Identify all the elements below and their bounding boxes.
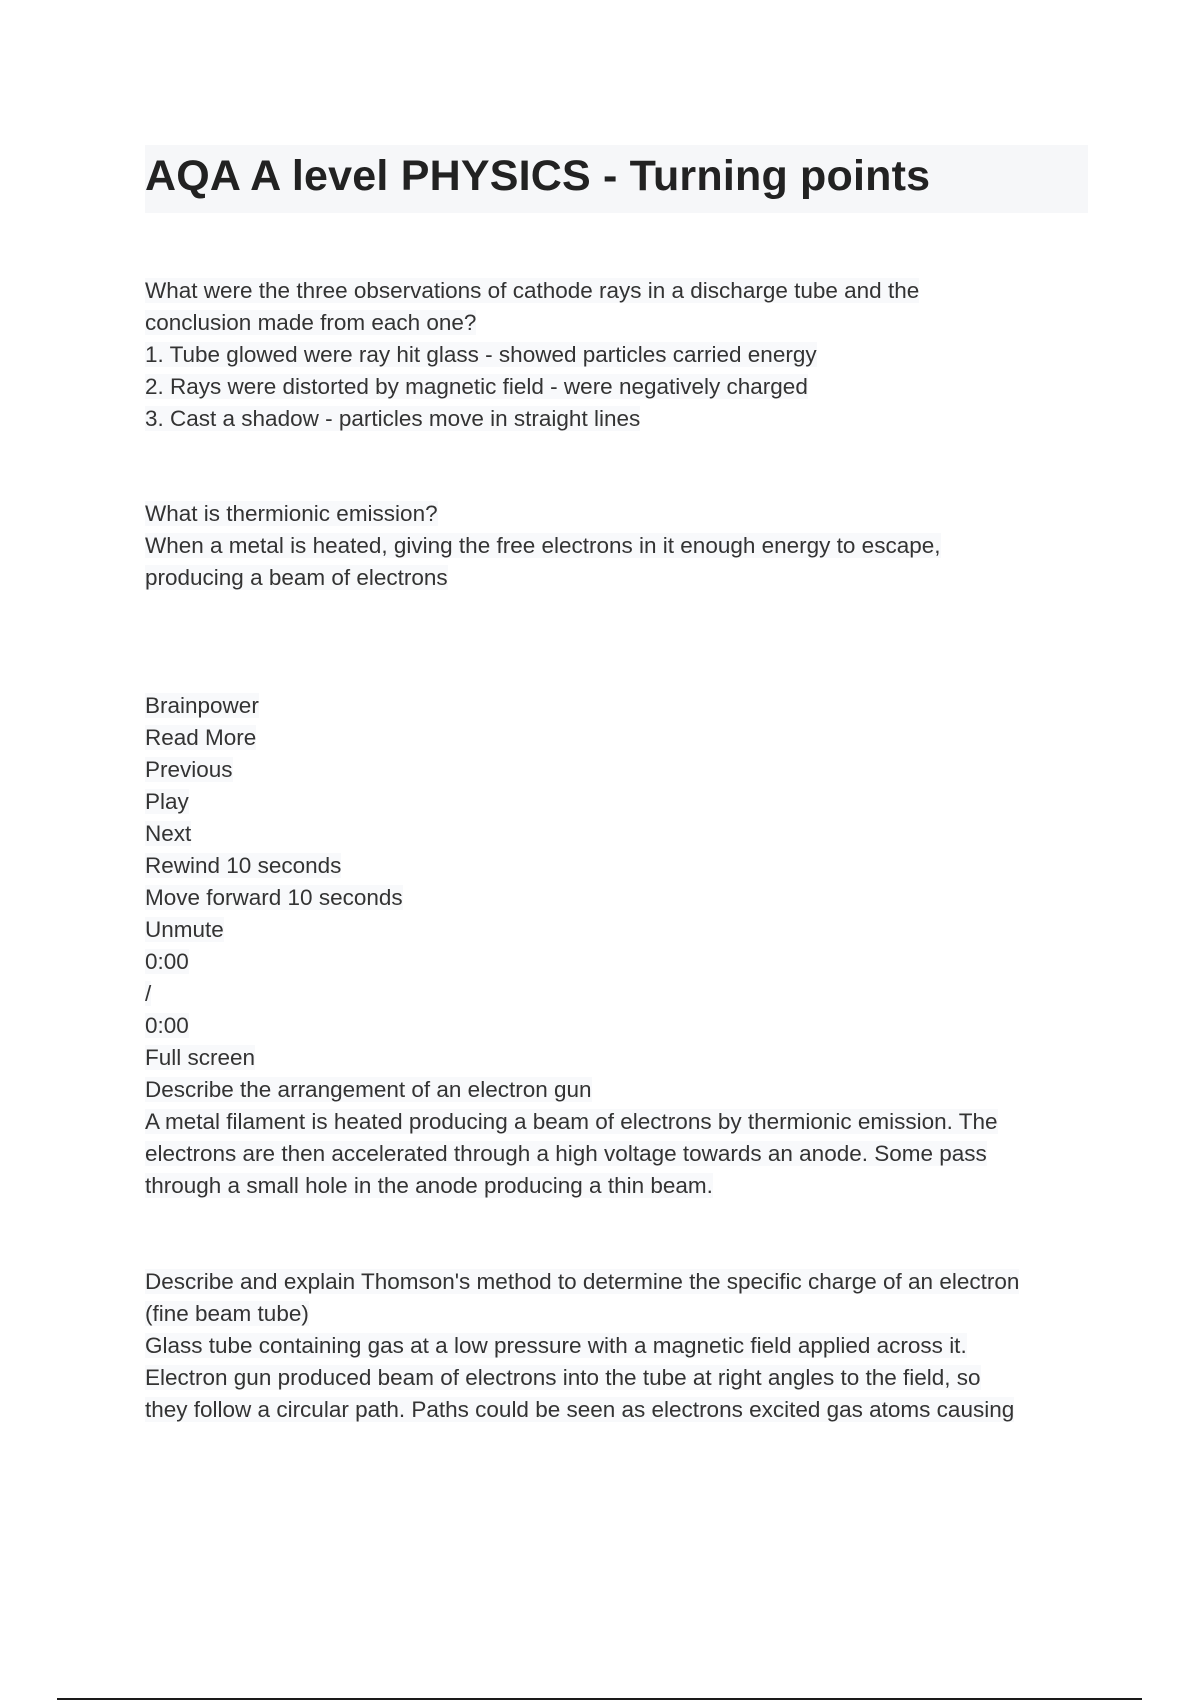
question-line: (fine beam tube) — [145, 1301, 309, 1326]
answer-line: When a metal is heated, giving the free electrons in it enough energy to escape, — [145, 533, 941, 558]
duration-time: 0:00 — [145, 1013, 189, 1038]
document-title: AQA A level PHYSICS - Turning points — [145, 152, 931, 200]
answer-line: A metal filament is heated producing a beam of electrons by thermionic emission. The — [145, 1109, 998, 1134]
question-line: What is thermionic emission? — [145, 501, 438, 526]
full-screen-label: Full screen — [145, 1045, 256, 1070]
time-separator: / — [145, 981, 152, 1006]
question-line: Describe and explain Thomson's method to determine the specific charge of an electron — [145, 1269, 1020, 1294]
answer-line: 1. Tube glowed were ray hit glass - showed particles carried energy — [145, 342, 817, 367]
answer-line: 3. Cast a shadow - particles move in straight lines — [145, 406, 641, 431]
question-electron-gun — [145, 1074, 1095, 1202]
answer-line: through a small hole in the anode producing a thin beam. — [145, 1173, 713, 1198]
brainpower-label: Brainpower — [145, 693, 259, 718]
unmute-label: Unmute — [145, 917, 224, 942]
previous-label: Previous — [145, 757, 233, 782]
media-player-text — [145, 690, 1095, 1074]
answer-line: Glass tube containing gas at a low pressure with a magnetic field applied across it. — [145, 1333, 967, 1358]
question-line: conclusion made from each one? — [145, 310, 477, 335]
next-label: Next — [145, 821, 192, 846]
read-more-link: Read More — [145, 725, 257, 750]
question-line: What were the three observations of cathode rays in a discharge tube and the — [145, 278, 920, 303]
answer-line: 2. Rays were distorted by magnetic field - were negatively charged — [145, 374, 808, 399]
answer-line: they follow a circular path. Paths could be seen as electrons excited gas atoms causing — [145, 1397, 1015, 1422]
play-label: Play — [145, 789, 189, 814]
question-line: Describe the arrangement of an electron gun — [145, 1077, 592, 1102]
answer-line: electrons are then accelerated through a high voltage towards an anode. Some pass — [145, 1141, 987, 1166]
question-thomson-method — [145, 1266, 1095, 1426]
question-cathode-rays — [145, 275, 1095, 435]
answer-line: Electron gun produced beam of electrons into the tube at right angles to the field, so — [145, 1365, 981, 1390]
rewind-label: Rewind 10 seconds — [145, 853, 342, 878]
question-thermionic-emission — [145, 498, 1095, 594]
current-time: 0:00 — [145, 949, 189, 974]
forward-label: Move forward 10 seconds — [145, 885, 403, 910]
answer-line: producing a beam of electrons — [145, 565, 448, 590]
